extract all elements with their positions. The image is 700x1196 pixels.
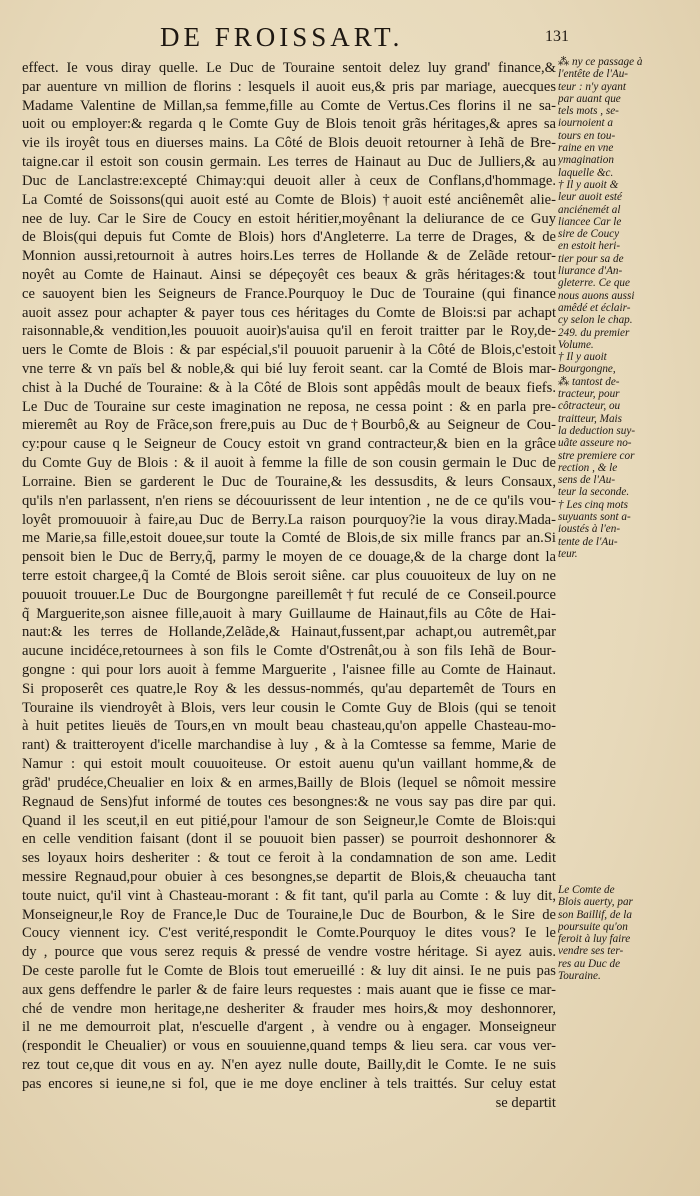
text-line: terre estoit chargee,q̃ la Comté de Blois seroit siêne. car plus couuoiteux de luy on ne xyxy=(22,567,556,584)
margin-note-line: ⁂ tantost de- xyxy=(558,375,620,388)
text-line: naut:& les terres de Hollande,Zelãde,& Hainaut,fussent,par achapt,ou autremêt,par xyxy=(22,624,556,641)
text-line: taigne.car il estoit son cousin germain. Les terres de Hainaut au Duc de Julliers,& au xyxy=(22,154,556,171)
text-line: cy:pour cause q le Seigneur de Coucy estoit vn grand contracteur,& bien en la grâce xyxy=(22,436,556,453)
margin-note-line: rection , & le xyxy=(558,461,618,474)
margin-note-line: stre premiere cor xyxy=(558,449,635,462)
text-line: Duc de Lanclastre:excepté Chimay:qui deuoit aller à ceux de Conflans,d'hommage. xyxy=(22,172,556,189)
margin-note-line: † Il y auoit & xyxy=(558,178,619,191)
text-line: ce sauoyent bien les Seigneurs de France.Pourquoy le Duc de Touraine (qui finance xyxy=(22,285,556,302)
text-line: aux gens deffendre le parler & de faire leurs requestes : mais auant que ie fisse ce mar- xyxy=(22,981,556,998)
margin-note-line: tente de l'Au- xyxy=(558,535,618,548)
margin-note-line: liurance d'An- xyxy=(558,265,623,278)
text-line: à huit petites lieuës de Tours,en vn moult beau chasteau,qu'on appelle Chasteau-mo- xyxy=(22,718,556,735)
text-line: vie ils iroyêt tous en diuerses mains. La Côté de Blois deuoit retourner à Iehã de Bre- xyxy=(22,135,556,152)
text-line: pas encores si ieune,ne si fol, que ie me doye encliner à tels traittés. Sur celuy estat xyxy=(22,1075,556,1092)
margin-note-line: ⁂ ny ce passage à xyxy=(558,56,643,68)
margin-note-line: tours en tou- xyxy=(558,129,616,142)
margin-note-line: l'entête de l'Au- xyxy=(558,68,629,81)
text-line: chist à la Duché de Touraine: & à la Côté de Blois sont appêdâs moult de beaux fiefs. xyxy=(22,379,556,396)
text-line: Touraine ils viendroyêt à Blois, vers leur cousin le Comte Guy de Blois (qui se tenoit xyxy=(22,699,556,716)
margin-note-line: amêdé et éclair- xyxy=(558,301,631,314)
text-line: de Blois(qui depuis fut Comte de Blois) hors d'Angleterre. La terre de Drages, & de xyxy=(22,229,556,246)
text-line: La Comté de Soissons(qui auoit esté au Comte de Blois) †auoit esté anciênemêt alie- xyxy=(22,191,556,208)
text-line: du Comte Guy de Blois : & il auoit à femme la fille de son cousin germain le Duc de xyxy=(22,455,556,472)
margin-note-line: Blois auerty, par xyxy=(558,896,633,909)
margin-note-line: teur : n'y ayant xyxy=(558,80,626,93)
running-head: DE FROISSART. xyxy=(160,22,404,52)
text-line: Si proposerêt ces quatre,le Roy & les dessus-nommés, qu'au departemêt de Tours en xyxy=(22,680,556,697)
margin-note-line: Le Comte de xyxy=(558,884,615,896)
text-line: uers le Comte de Blois : & par espécial,s'il pouuoit paruenir à la Côté de Blois,c'estoit xyxy=(22,342,556,359)
margin-note-line: la deduction suy- xyxy=(558,424,636,437)
margin-note-line: 249. du premier xyxy=(558,326,630,339)
text-line: vne terre & vn païs bel & noble,& qui bié luy feroit seant. car la Comté de Blois mar- xyxy=(22,361,556,377)
margin-note-line: liancee Car le xyxy=(558,215,622,228)
text-line: se departit xyxy=(495,1094,556,1111)
text-line: (respondit le Cheualier) or vous en souuienne,quand temps & lieu sera. car vous ver- xyxy=(22,1038,556,1055)
margin-note-line: Bourgongne, xyxy=(558,363,616,376)
text-line: en celle vendition faisant (dont il se pouuoit bien passer) se pourroit deshonnorer & xyxy=(22,831,556,848)
margin-note-line: iournoient a xyxy=(558,117,614,130)
text-line: dy , pource que vous serez requis & pressé de vendre vostre héritage. Si ayez auis. xyxy=(22,944,556,961)
main-text-column xyxy=(22,59,556,1113)
text-line: gongne : qui pour lors auoit à femme Marguerite , l'aisnee fille au Comte de Hainaut. xyxy=(22,662,556,678)
margin-note-line: tier pour sa de xyxy=(558,252,624,265)
margin-note-line: vendre ses ter- xyxy=(558,945,624,958)
text-line: ché de vendre mon heritage,ne desheriter & frauder mes hoirs,& moy deshonnorer, xyxy=(22,1000,556,1017)
margin-note-comte-de-blois xyxy=(558,884,696,982)
margin-note-line: ymagination xyxy=(558,154,614,167)
text-line: il ne me demourroit plat, n'escuelle d'argent , à vendre ou à engager. Monseigneur xyxy=(22,1019,556,1036)
text-line: Regnaud de Sens)fut informé de toutes ces besongnes:& ne vous say pas dire par qui. xyxy=(22,793,556,810)
margin-note-line: teur la seconde. xyxy=(558,486,630,499)
text-line: loyêt promouuoir à faire,au Duc de Berry.La raison pourquoy?ie la vous diray.Mada- xyxy=(22,511,556,528)
margin-note-line: suyuants sont a- xyxy=(558,510,631,523)
margin-note-line: côtracteur, ou xyxy=(558,400,621,413)
margin-note-line: son Baillif, de la xyxy=(558,908,632,921)
text-line: me Marie,sa fille,estoit douee,sur toute la Comté de Blois,de six mille francs par an.Si xyxy=(22,530,556,547)
margin-note-line: † Les cinq mots xyxy=(558,498,628,511)
page-number: 131 xyxy=(545,28,569,45)
margin-note-line: tracteur, pour xyxy=(558,388,620,401)
margin-note-line: nous auons aussi xyxy=(558,289,635,302)
margin-note-line: cy selon le chap. xyxy=(558,314,633,327)
text-line: Monnion aussi,retournoit à autres hoirs.Les terres de Hollande & de Zelãde retour- xyxy=(22,248,556,265)
margin-note-line: ioustés à l'en- xyxy=(558,523,621,536)
text-line: q̃ Marguerite,son aisnee fille,auoit à mary Guillaume de Hainaut,fils au Côte de Hai- xyxy=(22,605,556,622)
margin-note-line: traitteur, Mais xyxy=(558,412,623,425)
margin-note-line: tels mots , se- xyxy=(558,105,619,118)
text-line: uoit ou employer:& regarda q le Comte Guy de Blois tenoit grãs héritages,& apres sa xyxy=(22,116,556,133)
text-line: aucune incidéce,retournees à son fils le Comte d'Ostrenât,ou à son fils Iehã de Bour- xyxy=(22,643,556,660)
text-line: messire Regnaud,pour obuier à ces besongnes,se departit de Blois,& cheuaucha tant xyxy=(22,868,556,885)
margin-note-line: par auant que xyxy=(558,92,621,105)
margin-note-line: raine en vne xyxy=(558,142,614,155)
text-line: pouuoit trouuer.Le Duc de Bourgongne pareillemêt†fut reculé de ce Conseil.pource xyxy=(22,586,556,603)
text-line: noyêt au Comte de Hainaut. Ainsi se dépeçoyêt ces beaux & grãs héritages:& tout xyxy=(22,266,556,283)
margin-note-line: Volume. xyxy=(558,338,594,351)
text-line: Lorraine. Bien se garderent le Duc de Touraine,& les dessusdits, & leurs Consaux, xyxy=(22,473,556,490)
margin-note-line: poursuite qu'on xyxy=(558,920,628,933)
margin-note-line: laquelle &c. xyxy=(558,166,614,179)
margin-notes-upper xyxy=(558,56,696,560)
margin-note-line: en estoit heri- xyxy=(558,240,621,253)
text-line: raisonnable,& vendition,les pouuoit auoir)s'auisa qu'il en feroit traitter par le Roy,de- xyxy=(22,323,556,340)
text-line: Quand il les sceut,il en eut pitié,pour l'amour de son Seigneur,le Comte de Blois:qui xyxy=(22,812,556,829)
margin-note-line: teur. xyxy=(558,547,578,560)
margin-note-line: anciénemét al xyxy=(558,203,621,216)
text-line: pensoit bien le Duc de Berry,q̃, parmy le moyen de ce douage,& de la charge dont la xyxy=(22,549,556,566)
text-line: Monseigneur,le Roy de France,le Duc de Touraine,le Duc de Bourbon, & le Sire de xyxy=(22,906,556,923)
text-line: mieremêt au Roy de Frãce,son frere,puis au Duc de†Bourbô,& au Seigneur de Cou- xyxy=(22,417,556,434)
text-line: Madame Valentine de Millan,sa femme,fille au Comte de Vertus.Ces florins il ne sa- xyxy=(22,97,556,114)
margin-note-line: feroit à luy faire xyxy=(558,933,631,946)
margin-note-line: † Il y auoit xyxy=(558,351,607,364)
text-line: auoit assez pour achapter & payer tous ces héritages du Comte de Blois:si par achapt xyxy=(22,304,556,321)
margin-note-line: sens de l'Au- xyxy=(558,474,616,487)
margin-note-line: leur auoit esté xyxy=(558,191,623,204)
text-line: rez tout ce,que dit vous en ay. N'en ayez nulle doute, Bailly,dit le Comte. Ie ne suis xyxy=(22,1057,556,1074)
text-line: qu'ils n'en parlassent, n'en riens se découurissent de leur intention , ne de ce qu'ils vou- xyxy=(22,492,556,509)
text-line: Namur : qui estoit moult couuoiteuse. Or estoit auenu qu'un vaillant homme,& de xyxy=(22,756,556,773)
text-line: ses loyaux hoirs desheriter : & tout ce feroit à la condamnation de son ame. Ledit xyxy=(22,850,556,867)
text-line: effect. Ie vous diray quelle. Le Duc de Touraine sentoit delez luy grand' finance,& xyxy=(22,60,556,76)
margin-note-line: uãte asseure no- xyxy=(558,437,632,450)
text-line: par auenture vn million de florins : lesquels il auoit eus,& pris par mariage, auecques xyxy=(22,78,556,95)
text-line: De ceste parolle fut le Comte de Blois tout emerueillé : & luy dit ainsi. Ie ne puis pas xyxy=(22,963,556,979)
text-line: rant) & traitteroyent d'icelle marchandise à luy , & à la Comtesse sa femme, Marie de xyxy=(22,737,556,754)
text-line: nee de luy. Car le Sire de Coucy en estoit héritier,moyênant la deliurance de ce Guy xyxy=(22,210,556,227)
text-line: grãd' prudéce,Cheualier en loix & en armes,Bailly de Blois (lequel se nômoit messire xyxy=(22,774,556,791)
margin-note-line: gleterre. Ce que xyxy=(558,277,630,290)
margin-note-line: Touraine. xyxy=(558,970,601,983)
text-line: Coucy viennent icy. C'est verité,respondit le Comte.Pourquoy le dites vous? Ie le xyxy=(22,925,556,942)
margin-note-line: res au Duc de xyxy=(558,957,621,970)
text-line: Le Duc de Touraine sur ceste imagination ne reposa, ne cessa point : & en parla pre- xyxy=(22,398,556,415)
margin-note-line: sire de Coucy xyxy=(558,228,620,241)
text-line: toute nuict, qu'il vint à Chasteau-morant : & fit tant, qu'il parla au Comte : & luy dit, xyxy=(22,887,556,904)
